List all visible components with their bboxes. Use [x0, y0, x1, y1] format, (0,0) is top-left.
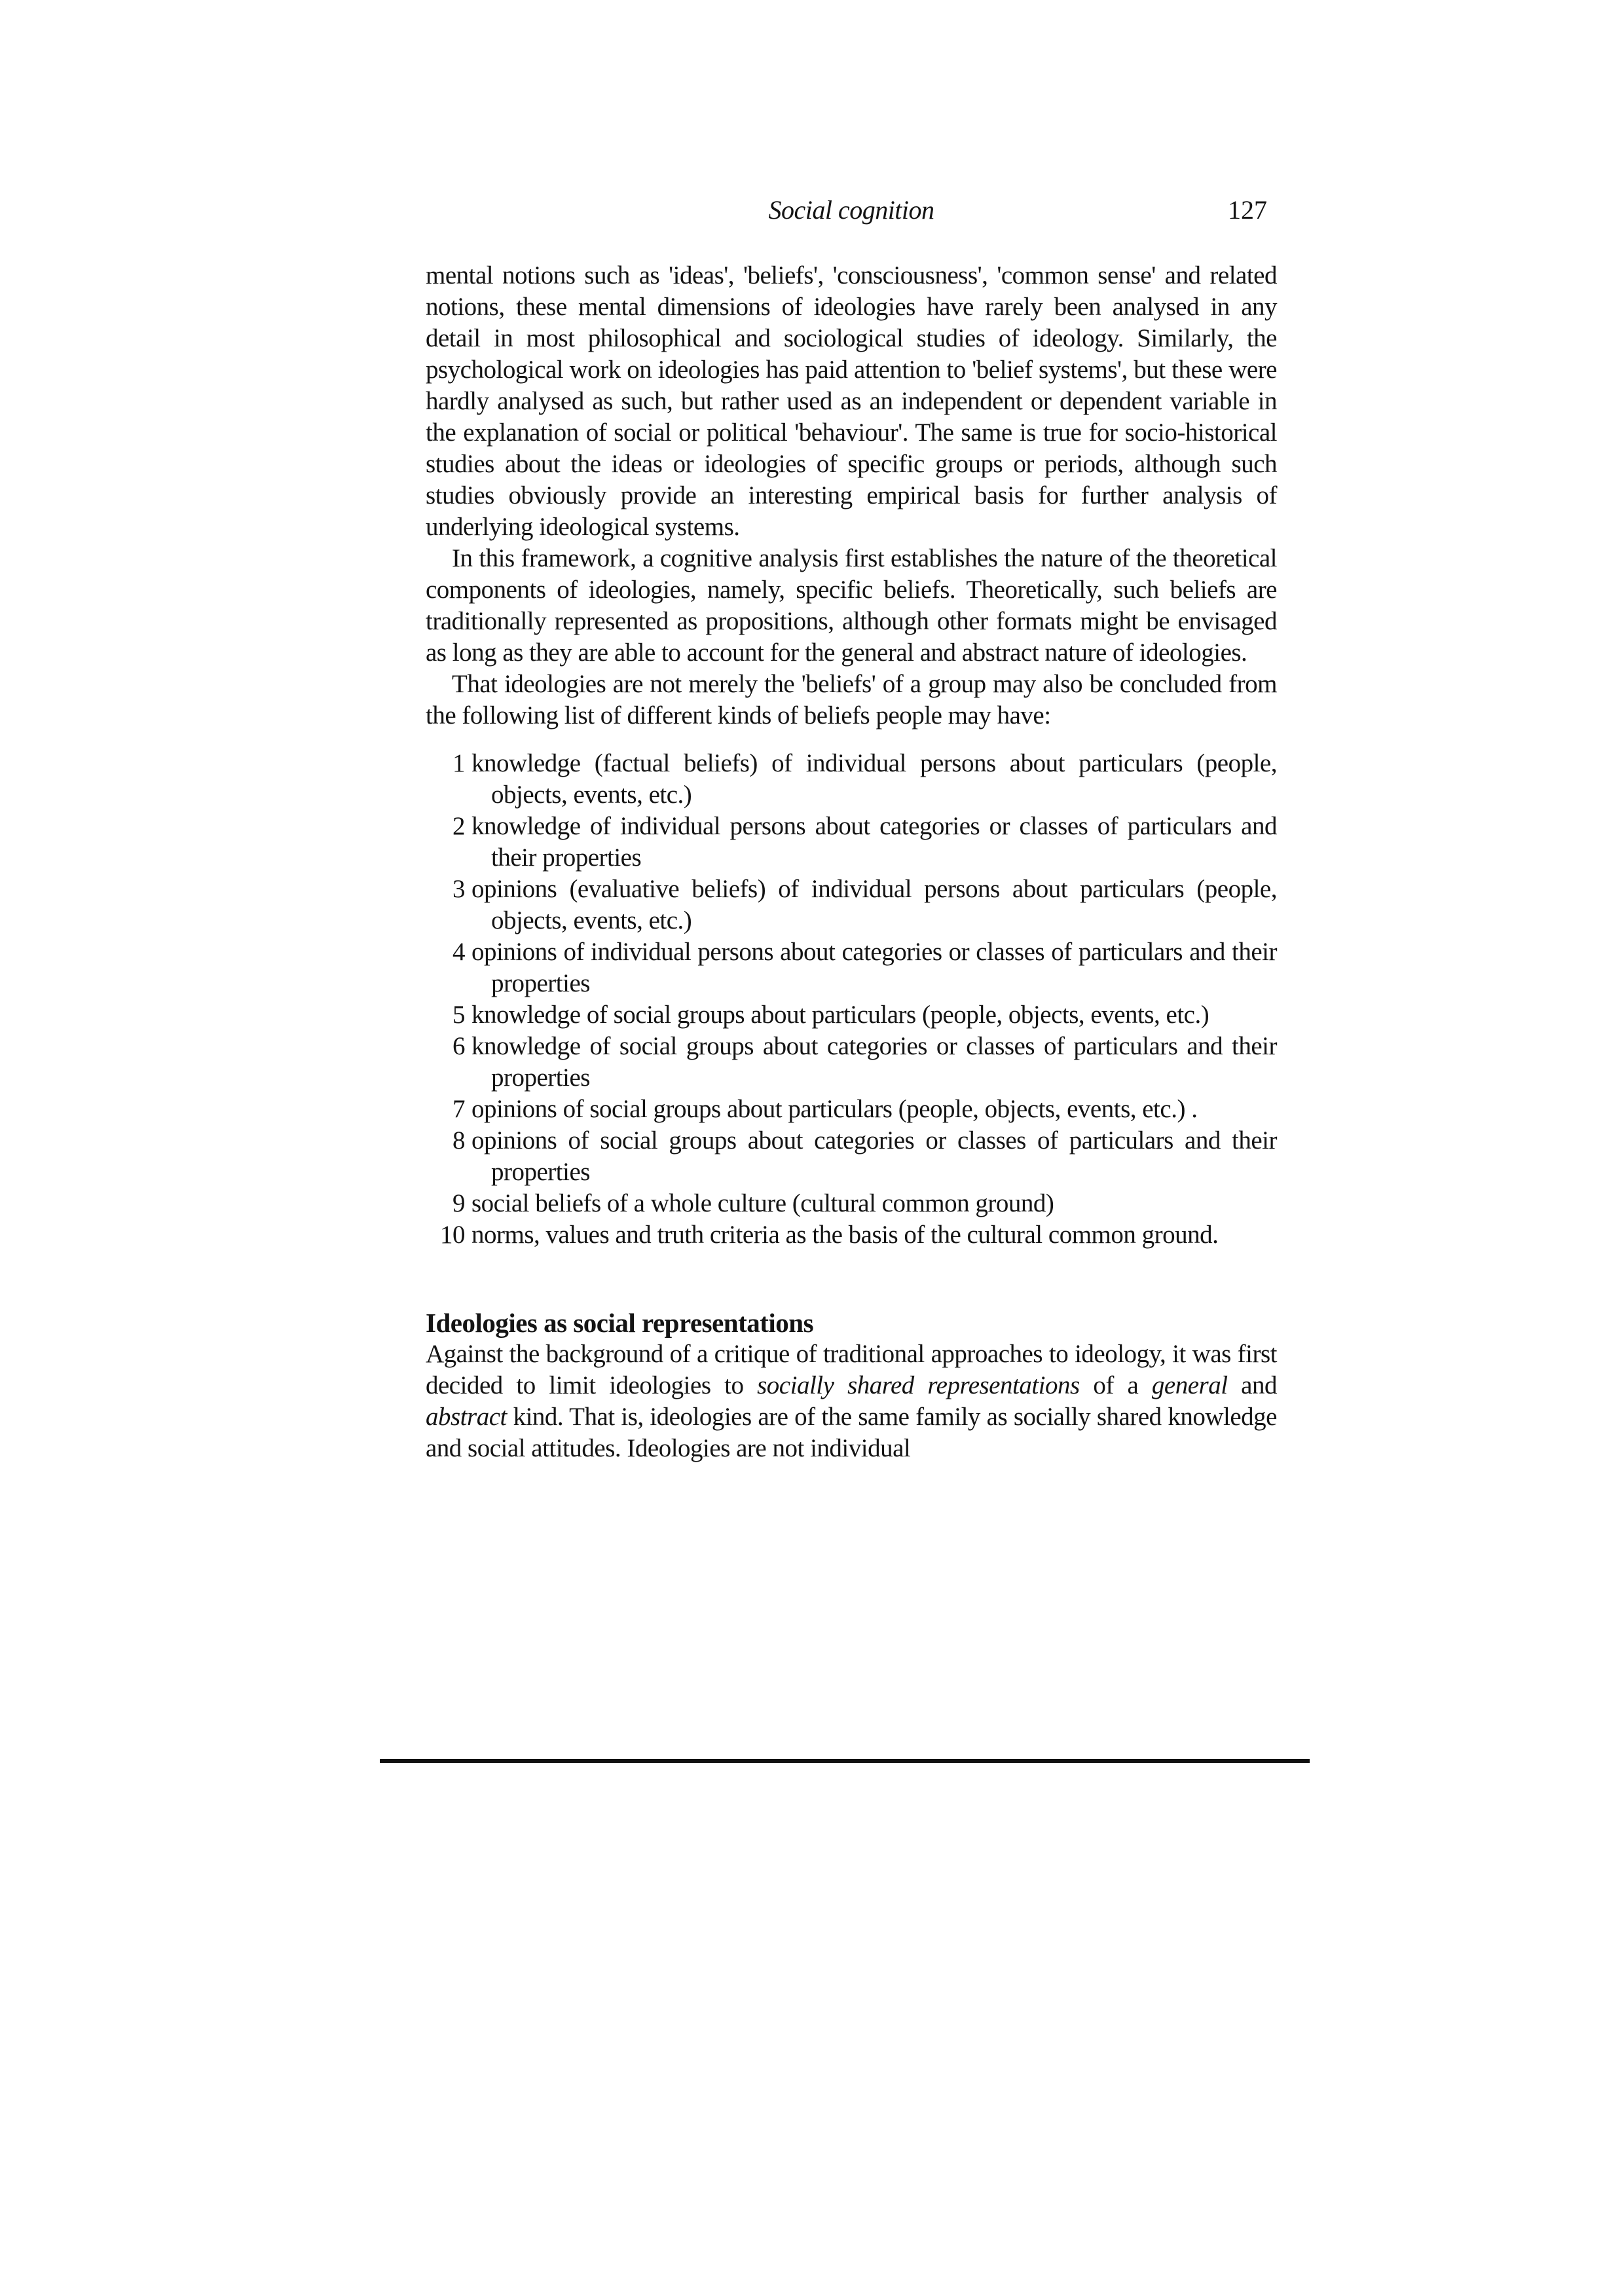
running-header [426, 194, 1277, 227]
list-item-text: knowledge of social groups about categories or classes of particulars and their properties [471, 1032, 1277, 1092]
body-text-block [426, 260, 1277, 1464]
paragraph-list-intro: That ideologies are not merely the 'beliefs' of a group may also be concluded from the following list of different kinds of beliefs people may have: [426, 670, 1277, 730]
closing-segment: Against the background of a critique of traditional approaches to ideology, it was first decided to limit ideologies to [426, 1340, 1277, 1399]
list-item-number: 6 [452, 1032, 465, 1060]
list-item [426, 1188, 1277, 1219]
closing-segment: and [1227, 1371, 1277, 1399]
list-item-text: opinions (evaluative beliefs) of individual persons about particulars (people, objects, events, etc.) [471, 875, 1277, 934]
paragraph-mental-notions: mental notions such as 'ideas', 'beliefs', 'consciousness', 'common sense' and related notions, these mental dimensions of ideologies have rarely been analysed in any detail in most philosophical and sociological studies of ideology. Similarly, the psychological work on ideologies has paid attention to 'belief systems', but these were hardly analysed as such, but rather used as an independent or dependent variable in the explanation of social or political 'behaviour'. The same is true for socio-historical studies about the ideas or ideologies of specific groups or periods, although such studies obviously provide an interesting empirical basis for further analysis of underlying ideological systems. [426, 261, 1277, 541]
list-item [426, 811, 1277, 874]
text-column [426, 0, 1277, 1464]
list-item [426, 748, 1277, 811]
closing-segment-italic: socially shared representations [757, 1371, 1080, 1399]
list-item-number: 7 [452, 1095, 465, 1123]
paragraph-closing [426, 1339, 1277, 1464]
list-item [426, 936, 1277, 999]
closing-segment: kind. That is, ideologies are of the same family as socially shared knowledge and social attitudes. Ideologies are not individual [426, 1403, 1277, 1462]
footer-rule [380, 1759, 1310, 1763]
list-item [426, 1125, 1277, 1188]
belief-types-list [426, 748, 1277, 1251]
list-item-text: knowledge of individual persons about categories or classes of particulars and their properties [471, 812, 1277, 872]
list-item [426, 1094, 1277, 1125]
list-item-number: 3 [452, 875, 465, 903]
list-item [426, 1219, 1277, 1251]
list-item-text: knowledge (factual beliefs) of individual persons about particulars (people, objects, events, etc.) [471, 749, 1277, 809]
list-item [426, 1031, 1277, 1094]
list-item-number: 8 [452, 1126, 465, 1155]
list-item-text: knowledge of social groups about particulars (people, objects, events, etc.) [471, 1001, 1209, 1029]
list-item [426, 874, 1277, 936]
list-item-text: norms, values and truth criteria as the basis of the cultural common ground. [471, 1221, 1219, 1249]
section-heading: Ideologies as social representations [426, 1308, 814, 1338]
list-item-number: 9 [452, 1189, 465, 1217]
list-item [426, 999, 1277, 1031]
list-item-number: 4 [452, 938, 465, 966]
list-item-text: opinions of social groups about categories or classes of particulars and their properties [471, 1126, 1277, 1186]
list-item-text: social beliefs of a whole culture (cultural common ground) [471, 1189, 1054, 1217]
running-title: Social cognition [768, 195, 934, 225]
list-item-number: 2 [452, 812, 465, 840]
closing-segment: of a [1079, 1371, 1152, 1399]
page-number: 127 [1228, 195, 1267, 225]
closing-segment-italic: abstract [426, 1403, 507, 1431]
list-item-number: 1 [452, 749, 465, 777]
paragraph-cognitive-analysis: In this framework, a cognitive analysis first establishes the nature of the theoretical components of ideologies, namely, specific beliefs. Theoretically, such beliefs are traditionally represented as propositions, although other formats might be envisaged as long as they are able to account for the general and abstract nature of ideologies. [426, 544, 1277, 667]
list-item-text: opinions of social groups about particulars (people, objects, events, etc.) . [471, 1095, 1198, 1123]
list-item-number: 10 [440, 1221, 465, 1249]
list-item-text: opinions of individual persons about categories or classes of particulars and their properties [471, 938, 1277, 997]
closing-segment-italic: general [1151, 1371, 1228, 1399]
list-item-number: 5 [452, 1001, 465, 1029]
